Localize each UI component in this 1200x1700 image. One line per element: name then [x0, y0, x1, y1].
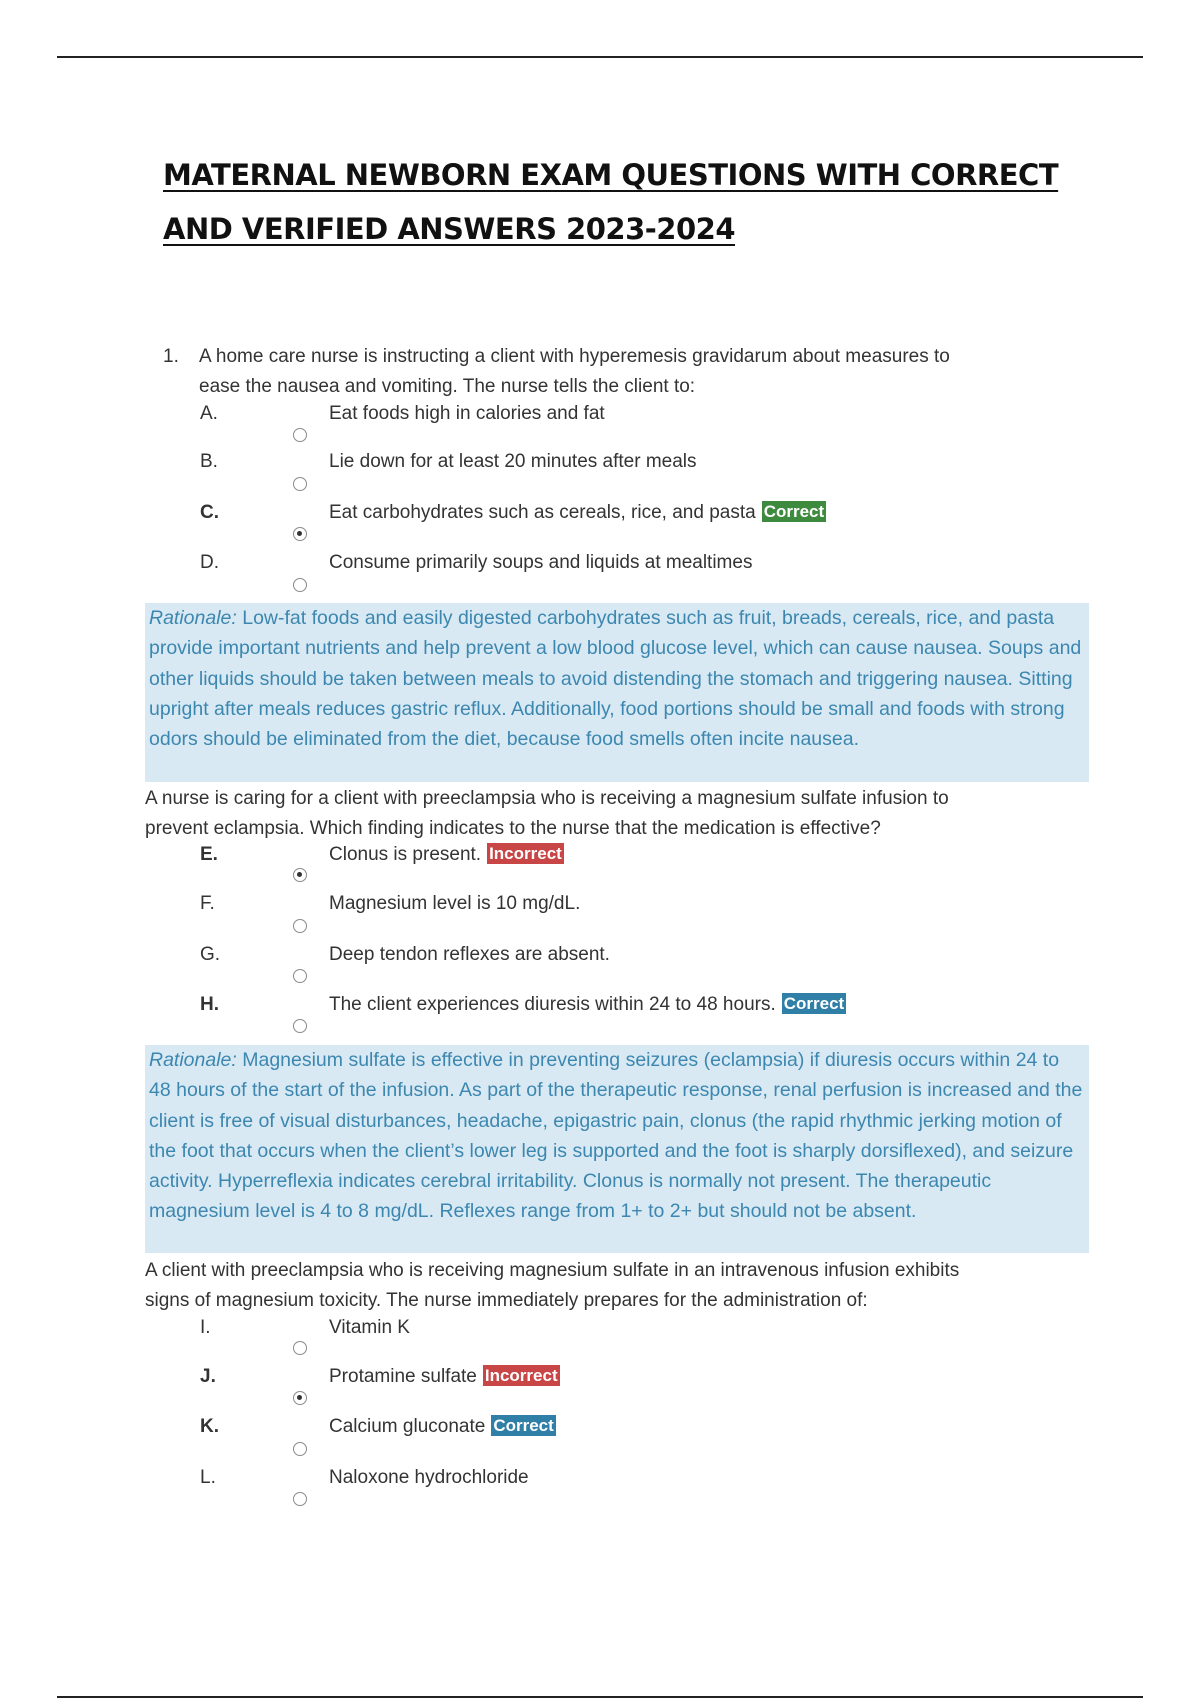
option-label: Naloxone hydrochloride — [329, 1467, 529, 1488]
option-letter: L. — [200, 1467, 216, 1488]
question-number: 1. — [163, 346, 179, 367]
correct-badge: Correct — [763, 502, 825, 521]
option-label: Calcium gluconate Correct — [329, 1416, 554, 1437]
option-label: Consume primarily soups and liquids at mealtimes — [329, 552, 753, 573]
option-letter: I. — [200, 1317, 211, 1338]
option-b-radio[interactable] — [293, 477, 307, 491]
correct-badge: Correct — [493, 1416, 554, 1435]
option-d-radio[interactable] — [293, 578, 307, 592]
bottom-rule — [57, 1696, 1143, 1698]
document-title — [163, 148, 1063, 256]
rationale-label: Rationale: — [149, 1049, 237, 1071]
option-letter: C. — [200, 502, 219, 523]
question-1-stem: A home care nurse is instructing a client with hyperemesis gravidarum about measures to ease the nausea and vomiting. The nurse tells the client to: — [199, 346, 950, 397]
incorrect-badge: Incorrect — [489, 844, 562, 863]
title-line-1: MATERNAL NEWBORN EXAM QUESTIONS WITH CORRECT — [163, 158, 1059, 192]
option-e-radio[interactable] — [293, 868, 307, 882]
option-c-radio[interactable] — [293, 527, 307, 541]
option-label: Clonus is present. Incorrect — [329, 844, 562, 865]
option-label: Protamine sulfate Incorrect — [329, 1366, 558, 1387]
option-label: Deep tendon reflexes are absent. — [329, 944, 610, 965]
option-g-radio[interactable] — [293, 969, 307, 983]
option-j-radio[interactable] — [293, 1391, 307, 1405]
option-letter: D. — [200, 552, 219, 573]
option-label: The client experiences diuresis within 24 to 48 hours. Correct — [329, 994, 845, 1015]
option-letter: A. — [200, 403, 218, 424]
rationale-label: Rationale: — [149, 607, 237, 629]
option-label: Eat foods high in calories and fat — [329, 403, 605, 424]
option-letter: H. — [200, 994, 219, 1015]
option-k-radio[interactable] — [293, 1442, 307, 1456]
option-label: Vitamin K — [329, 1317, 410, 1338]
rationale-text: Low-fat foods and easily digested carbohydrates such as fruit, breads, cereals, rice, and pasta provide important nutrients and help prevent a low blood glucose level, which can cause nausea. Soups and other liquids should be taken between meals to avoid distending the stomach and triggering nausea. Sitting upright after meals reduces gastric reflux. Additionally, food portions should be small and foods with strong odors should be eliminated from the diet, because food smells often incite nausea. — [149, 607, 1082, 751]
option-f-radio[interactable] — [293, 919, 307, 933]
option-letter: E. — [200, 844, 218, 865]
question-3-stem: A client with preeclampsia who is receiving magnesium sulfate in an intravenous infusion exhibits signs of magnesium toxicity. The nurse immediately prepares for the administration of: — [145, 1260, 960, 1311]
option-h-radio[interactable] — [293, 1019, 307, 1033]
question-2-stem: A nurse is caring for a client with preeclampsia who is receiving a magnesium sulfate infusion to prevent eclampsia. Which finding indicates to the nurse that the medication is effective? — [145, 788, 949, 839]
rationale-box-1 — [145, 603, 1089, 782]
option-letter: B. — [200, 451, 218, 472]
top-rule — [57, 56, 1143, 58]
option-letter: F. — [200, 893, 215, 914]
option-a-radio[interactable] — [293, 428, 307, 442]
incorrect-badge: Incorrect — [484, 1366, 558, 1385]
option-label: Lie down for at least 20 minutes after meals — [329, 451, 697, 472]
option-letter: G. — [200, 944, 221, 965]
option-letter: K. — [200, 1416, 219, 1437]
correct-badge: Correct — [783, 994, 845, 1013]
title-line-2: AND VERIFIED ANSWERS 2023-2024 — [163, 212, 736, 246]
option-i-radio[interactable] — [293, 1341, 307, 1355]
option-label: Magnesium level is 10 mg/dL. — [329, 893, 581, 914]
option-label: Eat carbohydrates such as cereals, rice, and pasta Correct — [329, 502, 825, 523]
rationale-text: Magnesium sulfate is effective in preventing seizures (eclampsia) if diuresis occurs within 24 to 48 hours of the start of the infusion. As part of the therapeutic response, renal perfusion is increased and the client is free of visual disturbances, headache, epigastric pain, clonus (the rapid rhythmic jerking motion of the foot that occurs when the client’s lower leg is supported and the foot is sharply dorsiflexed), and seizure activity. Hyperreflexia indicates cerebral irritability. Clonus is normally not present. The therapeutic magnesium level is 4 to 8 mg/dL. Reflexes range from 1+ to 2+ but should not be absent. — [149, 1049, 1083, 1223]
option-l-radio[interactable] — [293, 1492, 307, 1506]
rationale-box-2 — [145, 1045, 1089, 1253]
option-letter: J. — [200, 1366, 216, 1387]
